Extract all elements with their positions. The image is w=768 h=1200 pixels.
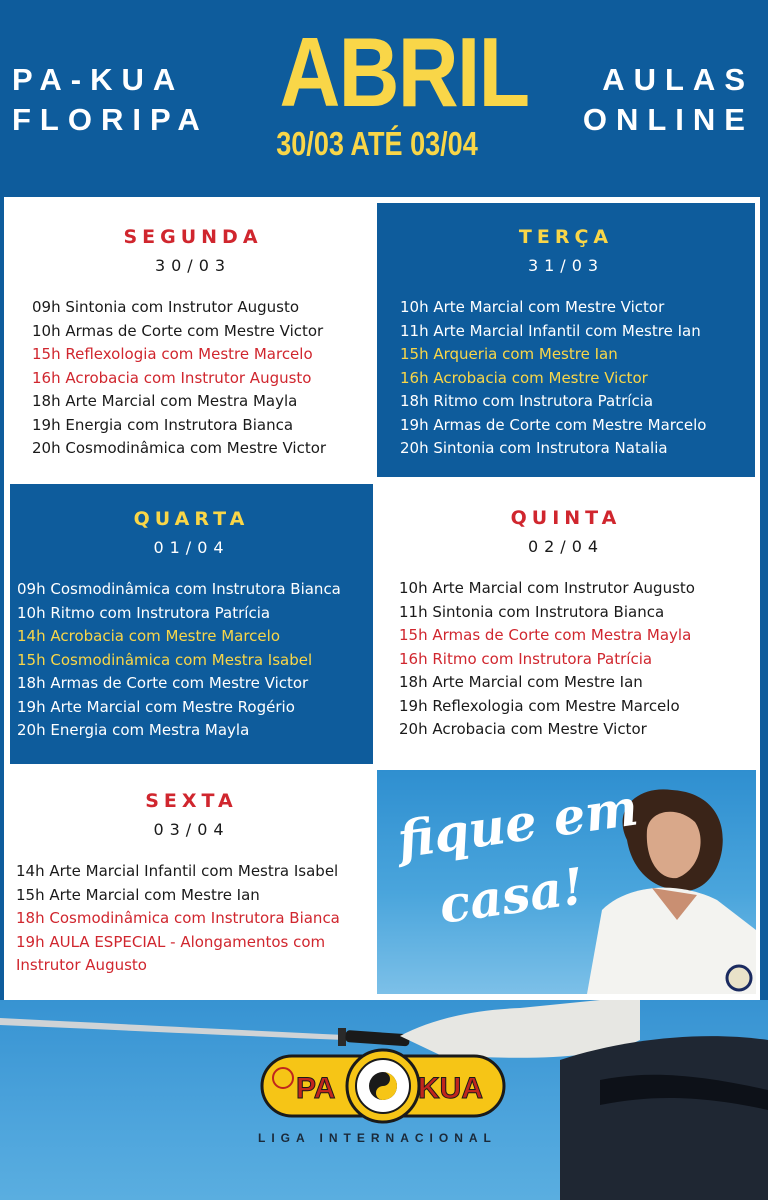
day-name: QUINTA — [510, 507, 622, 529]
class-list — [16, 860, 366, 978]
day-date: 03/04 — [153, 820, 230, 839]
class-list — [399, 577, 695, 742]
class-item: 15h Armas de Corte com Mestra Mayla — [399, 626, 692, 644]
class-item: 15h Cosmodinâmica com Mestra Isabel — [17, 650, 313, 669]
class-item: 20h Cosmodinâmica com Mestre Victor — [32, 439, 327, 457]
pa-kua-logo — [262, 1050, 504, 1122]
stay-home-photo — [377, 770, 756, 994]
class-item: 10h Arte Marcial com Mestre Victor — [400, 298, 665, 316]
class-item: 19h Reflexologia com Mestre Marcelo — [399, 696, 680, 715]
day-card-quarta — [10, 484, 373, 764]
class-list — [400, 296, 706, 461]
day-date: 30/03 — [154, 256, 232, 275]
class-item: 09h Cosmodinâmica com Instrutora Bianca — [17, 580, 341, 598]
class-item: 15h Arte Marcial com Mestre Ian — [16, 885, 260, 904]
class-item: 10h Arte Marcial com Instrutor Augusto — [399, 579, 695, 597]
header — [0, 0, 768, 200]
class-item: 14h Acrobacia com Mestre Marcelo — [17, 627, 281, 645]
online-label-line2: ONLINE — [582, 102, 754, 137]
class-item: 11h Arte Marcial Infantil com Mestre Ian — [400, 321, 701, 340]
day-card-quinta — [377, 484, 755, 764]
class-item: 18h Armas de Corte com Mestre Victor — [17, 674, 309, 692]
school-name-line1: PA-KUA — [12, 62, 185, 97]
day-card-sexta — [10, 768, 373, 996]
class-item: 20h Energia com Mestra Mayla — [17, 721, 250, 739]
class-item: 18h Arte Marcial com Mestre Ian — [399, 673, 643, 691]
class-item: 19h Arte Marcial com Mestre Rogério — [17, 697, 295, 716]
class-item: 18h Cosmodinâmica com Instrutora Bianca — [16, 909, 340, 927]
day-card-terca — [377, 203, 755, 477]
class-item: 18h Ritmo com Instrutora Patrícia — [400, 392, 654, 410]
class-item: 20h Sintonia com Instrutora Natalia — [400, 439, 668, 457]
day-name: SEGUNDA — [123, 226, 263, 248]
class-item: 15h Reflexologia com Mestre Marcelo — [32, 345, 313, 363]
class-list — [32, 296, 326, 461]
class-item: 11h Sintonia com Instrutora Bianca — [399, 602, 665, 621]
school-name — [12, 60, 209, 140]
school-name-line2: FLORIPA — [12, 102, 209, 137]
class-item: 18h Arte Marcial com Mestra Mayla — [32, 392, 298, 410]
class-item: 10h Armas de Corte com Mestre Victor — [32, 321, 324, 340]
day-name: QUARTA — [133, 508, 250, 530]
class-item: 15h Arqueria com Mestre Ian — [400, 345, 618, 363]
day-date: 31/03 — [527, 256, 605, 275]
banner-art — [0, 1000, 768, 1200]
class-item: 16h Acrobacia com Mestre Victor — [400, 368, 648, 387]
day-date: 02/04 — [527, 537, 605, 556]
class-item: 19h Energia com Instrutora Bianca — [32, 415, 294, 434]
month-title: ABRIL — [279, 17, 529, 127]
class-item: 14h Arte Marcial Infantil com Mestra Isabel — [16, 862, 339, 880]
day-name: TERÇA — [518, 226, 614, 248]
online-label-line1: AULAS — [602, 62, 754, 97]
class-item: 19h AULA ESPECIAL - Alongamentos com Instrutor Augusto — [16, 932, 326, 974]
day-card-segunda — [10, 200, 376, 478]
bottom-banner — [0, 1000, 768, 1200]
class-item: 10h Ritmo com Instrutora Patrícia — [17, 603, 271, 622]
day-name: SEXTA — [145, 790, 238, 812]
sword-handle — [345, 1030, 410, 1046]
slogan-line1: fique em — [394, 777, 642, 870]
sword-guard — [338, 1028, 346, 1046]
class-item: 16h Acrobacia com Instrutor Augusto — [32, 368, 312, 387]
class-item: 09h Sintonia com Instrutor Augusto — [32, 298, 300, 316]
slogan-line2: casa! — [435, 856, 588, 935]
online-classes-label — [583, 60, 754, 140]
class-item: 20h Acrobacia com Mestre Victor — [399, 720, 647, 738]
date-range: 30/03 ATÉ 03/04 — [276, 125, 478, 162]
class-list — [17, 578, 341, 743]
day-date: 01/04 — [153, 538, 230, 557]
logo-subtitle: LIGA INTERNACIONAL — [258, 1131, 497, 1145]
sword-blade — [0, 1018, 345, 1040]
logo-right-text: KUA — [418, 1072, 483, 1105]
class-item: 16h Ritmo com Instrutora Patrícia — [399, 649, 653, 668]
logo-left-text: PA — [296, 1072, 336, 1105]
class-item: 19h Armas de Corte com Mestre Marcelo — [400, 415, 707, 434]
